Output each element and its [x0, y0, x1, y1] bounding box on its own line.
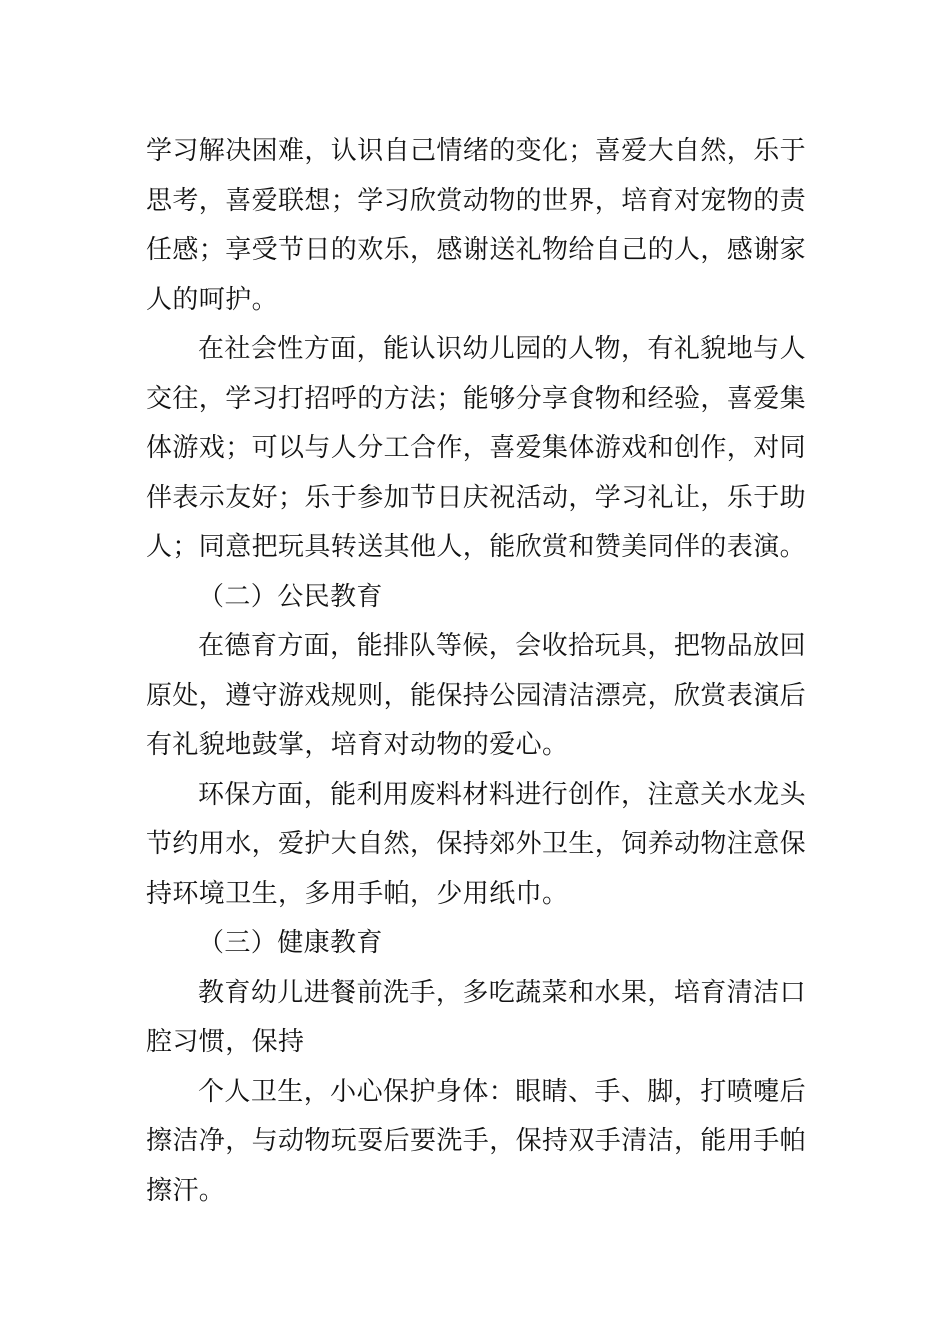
paragraph-emotions: 学习解决困难，认识自己情绪的变化；喜爱大自然，乐于思考，喜爱联想；学习欣赏动物的世界，培育对宠物的责任感；享受节日的欢乐，感谢送礼物给自己的人，感谢家人的呵护。	[146, 136, 807, 315]
paragraph-social: 在社会性方面，能认识幼儿园的人物，有礼貌地与人交往，学习打招呼的方法；能够分享食物和经验，喜爱集体游戏；可以与人分工合作，喜爱集体游戏和创作，对同伴表示友好；乐于参加节日庆祝活动，学习礼让，乐于助人；同意把玩具转送其他人，能欣赏和赞美同伴的表演。	[146, 334, 807, 562]
paragraph-environmental: 环保方面，能利用废料材料进行创作，注意关水龙头节约用水，爱护大自然，保持郊外卫生，饲养动物注意保持环境卫生，多用手帕，少用纸巾。	[146, 779, 807, 909]
paragraph-health-habits: 教育幼儿进餐前洗手，多吃蔬菜和水果，培育清洁口腔习惯，保持	[146, 977, 806, 1057]
paragraph-personal-hygiene: 个人卫生，小心保护身体：眼睛、手、脚，打喷嚏后擦洁净，与动物玩耍后要洗手，保持双手清洁，能用手帕擦汗。	[146, 1076, 807, 1206]
paragraph-moral-education: 在德育方面，能排队等候，会收拾玩具，把物品放回原处，遵守游戏规则，能保持公园清洁漂亮，欣赏表演后有礼貌地鼓掌，培育对动物的爱心。	[146, 631, 807, 760]
section-heading-health-education: （三）健康教育	[198, 928, 383, 958]
section-heading-civic-education: （二）公民教育	[198, 581, 383, 612]
document-page	[146, 127, 806, 1216]
